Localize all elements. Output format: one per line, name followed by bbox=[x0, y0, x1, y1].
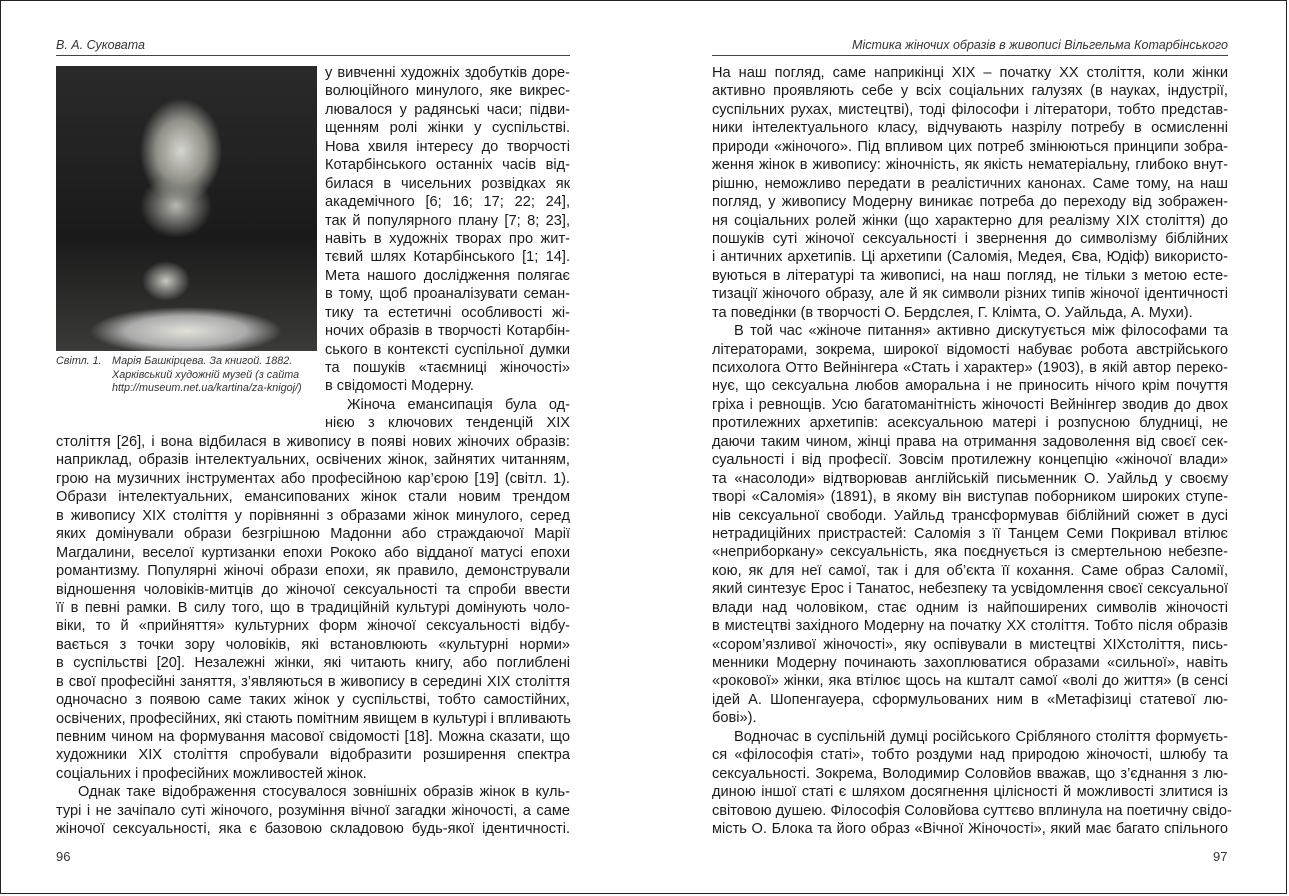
text-line: Котарбінського останніх часів від- bbox=[325, 157, 570, 174]
text-line: та поведінки (в творчості О. Бердслея, Г. Клімта, О. Уайльда, А. Мухи). bbox=[712, 304, 1193, 321]
text-line: творі «Саломія» (1891), в якому він виступав поборником широких ступе- bbox=[712, 489, 1228, 506]
text-line: одночасно з появою саме таких жінок у суспільстві, тобто самостійних, bbox=[56, 692, 570, 709]
paragraph bbox=[325, 396, 570, 433]
text-line: «неприборкану» сексуальність, яка поєднується із смертельною небезпе- bbox=[712, 544, 1228, 561]
paragraph bbox=[712, 322, 1228, 728]
text-line: вуються в літературі та живописі, на наш погляд, не тільки з метою есте- bbox=[712, 267, 1228, 284]
text-line: у вивченні художніх здобутків доре- bbox=[325, 65, 570, 81]
text-line: в суспільстві [20]. Незалежні жінки, які читають книгу, або поглиблені bbox=[56, 655, 570, 672]
text-line: сексуальності. Зокрема, Володимир Соловйов вважав, що з’єднання з лю- bbox=[712, 765, 1228, 782]
caption-line: http://museum.net.ua/kartina/za-knigoj/) bbox=[112, 382, 302, 394]
running-header-author: В. А. Суковата bbox=[56, 38, 145, 52]
text-line: протилежних архетипів: асексуальною матері і розпусною блудниці, не bbox=[712, 415, 1228, 432]
text-line: освічених, професійних, які стають помітним явищем в культурі і впливають bbox=[56, 710, 571, 727]
text-line: кою, як для неї самої, так і для об’єкта її кохання. Саме образ Саломії, bbox=[712, 562, 1228, 579]
text-line: жіночої сексуальності, яка є базовою складовою будь-якої ідентичності. bbox=[56, 821, 570, 838]
text-line: яких домінували образи безгрішною Мадонни або страждаючої Марії bbox=[56, 526, 570, 543]
text-line: тєвий шлях Котарбінського [1; 14]. bbox=[325, 249, 570, 266]
text-line: і античних архетипів. Ці архетипи (Саломія, Медея, Єва, Юдіф) використо- bbox=[712, 249, 1228, 266]
page-number: 97 bbox=[1213, 849, 1228, 864]
text-line: нів сексуальної свободи. Уайльд трансформував біблійний сюжет в дусі bbox=[712, 507, 1228, 524]
page-number: 96 bbox=[56, 849, 71, 864]
text-line: «рокової» жінки, яка втілює щось на кшталт самої «волі до життя» (в сенсі bbox=[712, 673, 1228, 690]
text-line: Водночас в суспільній думці російського Срібляного століття формуєть- bbox=[734, 728, 1228, 745]
text-line: ження жінок в живопису: жіночність, як якість нематеріальну, глибоко внут- bbox=[712, 157, 1228, 174]
text-line: віки, то й «прийняття» культурних форм жіночої сексуальності відбу- bbox=[56, 618, 570, 635]
text-line: волюційного минулого, яке викрес- bbox=[325, 83, 570, 100]
text-line: її в певні рамки. В силу того, що в традиційній культурі домінують чоло- bbox=[56, 599, 570, 616]
text-line: тику та естетичні особливості жі- bbox=[325, 304, 570, 321]
text-line: соціальних і професійних можливостей жінок. bbox=[56, 765, 367, 782]
text-line: суальності і від професії. Зовсім протилежну концепцію «жіночої влади» bbox=[712, 452, 1228, 469]
running-header-title: Містика жіночих образів в живописі Вільгельма Котарбінського bbox=[852, 38, 1228, 52]
text-line: Нова хвиля інтересу до творчості bbox=[325, 138, 570, 155]
text-line: романтизму. Популярні жіночі образи епохи, як правило, демонстрували bbox=[56, 563, 570, 580]
text-line: диною іншої статі є шляхом досягнення цілісності й можливості злитися із bbox=[712, 784, 1228, 801]
paragraph bbox=[712, 64, 1228, 322]
text-line: лювалося у радянські часи; підви- bbox=[325, 101, 570, 118]
text-line: в мистецтві західного Модерну на початку XX століття. Тобто після образів bbox=[712, 618, 1228, 635]
text-line: даючи таким чином, жінці права на отримання задоволення від своєї сек- bbox=[712, 433, 1228, 450]
text-line: влади над чоловіком, стає одним із найпоширених символів жіночості bbox=[712, 599, 1228, 616]
text-line: Образи інтелектуальних, емансипованих жінок стали новим трендом bbox=[56, 489, 570, 506]
text-line: психолога Отто Вейнінгера «Стать і характер» (1903), в якій автор переко- bbox=[712, 360, 1228, 376]
figure-label: Світл. 1. bbox=[56, 355, 102, 367]
text-line: щенням ролі жінки у суспільстві. bbox=[325, 120, 570, 137]
figure-painting-image bbox=[56, 66, 317, 351]
text-line: «сором’язливої жіночості», яку оспівували в мистецтві XIXстоліття, пись- bbox=[712, 636, 1228, 653]
text-line: нією з ключових тенденцій XIX bbox=[325, 415, 570, 432]
header-rule bbox=[56, 55, 570, 56]
text-line: грою на музичних інструментах або професійною кар’єрою [19] (світл. 1). bbox=[56, 470, 570, 487]
caption-text bbox=[112, 355, 302, 396]
text-line: літераторами, зокрема, широкої відомості набуває робота австрійського bbox=[712, 341, 1228, 358]
text-line: в свої професійні заняття, з’являються в живопису в середині XIX століття bbox=[56, 673, 570, 690]
paragraph bbox=[56, 433, 570, 783]
text-line: пошуків суті жіночої сексуальності і звернення до символізму біблійних bbox=[712, 230, 1228, 247]
text-line: тизації жіночого образу, але й як символи різних типів жіночої ідентичності bbox=[712, 286, 1228, 303]
text-line: В той час «жіноче питання» активно дискутується між філософами та bbox=[734, 323, 1228, 340]
text-line: ідей А. Шопенгауера, сформульованих ним в «Метафізиці статевої лю- bbox=[712, 691, 1228, 708]
text-line: ночих образів в творчості Котарбін- bbox=[325, 323, 570, 340]
text-line: ського в контексті суспільної думки bbox=[325, 341, 570, 358]
caption-line: Харківський художній музей (з сайта bbox=[112, 368, 300, 381]
text-line: мість О. Блока та його образ «Вічної Жіночості», який має багато спільного bbox=[712, 820, 1228, 837]
text-line: століття [26], і вона відбилася в живопису в появі нових жіночих образів: bbox=[56, 434, 570, 450]
text-line: нетрадиційних пристрастей: Саломія з її Танцем Семи Покривал втілює bbox=[712, 525, 1228, 542]
text-column-full bbox=[56, 433, 570, 839]
header-rule bbox=[712, 55, 1228, 56]
text-line: погляд, у живопису Модерну виникає потреба до переходу від зображен- bbox=[712, 194, 1228, 211]
text-column-narrow bbox=[325, 64, 570, 433]
text-line: На наш погляд, саме наприкінці XIX – початку XX століття, коли жінки bbox=[712, 65, 1228, 81]
text-line: ники інтелектуального класу, відчувають назрілу потребу в осмисленні bbox=[712, 120, 1228, 137]
paragraph bbox=[325, 64, 570, 396]
text-line: бові»). bbox=[712, 710, 757, 727]
caption-line: Марія Башкірцева. За книгой. 1882. bbox=[112, 355, 293, 367]
text-line: вається з точки зору чоловіків, які встановлюють «культурні норми» bbox=[56, 636, 570, 653]
text-line: академічного [6; 16; 17; 22; 24], bbox=[325, 194, 570, 211]
text-line: так й популярного плану [7; 8; 23], bbox=[325, 212, 570, 229]
paragraph bbox=[712, 728, 1232, 839]
text-line: та пошуків «таємниці жіночості» bbox=[325, 360, 570, 376]
text-line: турі і не зачіпало суті жіночого, розуміння вічної загадки жіночості, а саме bbox=[56, 802, 570, 819]
text-line: відношення чоловіків-митців до жіночої сексуальності та спроби ввести bbox=[56, 581, 570, 598]
text-line: навіть в художніх творах про жит- bbox=[325, 230, 570, 247]
text-column bbox=[712, 64, 1232, 838]
text-line: художники XIX століття спробували відобразити розширення спектра bbox=[56, 747, 570, 764]
text-line: нує, що сексуальна любов аморальна і не приносить нічого крім почуття bbox=[712, 378, 1228, 395]
text-line: який синтезує Ерос і Танатос, небезпеку та усвідомлення своєї сексуальної bbox=[712, 581, 1228, 598]
text-line: рішню, неможливо передати в реалістичних канонах. Саме тому, на наш bbox=[712, 175, 1228, 192]
text-line: Магдалини, веселої куртизанки епохи Рококо або відданої матусі епохи bbox=[56, 544, 570, 561]
text-line: активно проявляють себе у всіх соціальних галузях (в науках, індустрії, bbox=[712, 83, 1228, 100]
paragraph bbox=[56, 783, 570, 838]
text-line: гріха і ревнощів. Усю багатоманітність жіночості Вейнінгер зводив до двох bbox=[712, 396, 1228, 413]
text-line: Однак таке відображення стосувалося зовнішніх образів жінок в куль- bbox=[78, 784, 570, 801]
text-line: ся «філософія статі», тобто роздуми над природою жіночості, шлюбу та bbox=[712, 747, 1228, 764]
text-line: світовою душею. Філософія Соловйова суттєво вплинула на поетичну свідо- bbox=[712, 802, 1232, 819]
text-line: природи «жіночого». Під впливом цих потреб змінюються принципи зобра- bbox=[712, 138, 1228, 155]
text-line: Мета нашого дослідження полягає bbox=[325, 267, 570, 284]
text-line: в тому, щоб проаналізувати семан- bbox=[325, 286, 570, 303]
text-line: в живопису XIX століття у порівнянні з образами жінок минулого, серед bbox=[56, 507, 570, 524]
text-line: билася в чисельних розвідках як bbox=[325, 175, 570, 192]
text-line: наприклад, образів інтелектуальних, освічених жінок, зайнятих читанням, bbox=[56, 452, 570, 469]
text-line: менники Модерну починають захоплюватися образами «сильної», навіть bbox=[712, 655, 1228, 671]
text-line: певним чином на формування масової свідомості [18]. Можна сказати, що bbox=[56, 729, 570, 745]
text-line: Жіноча емансипація була од- bbox=[347, 396, 570, 413]
text-line: суспільних рухах, мистецтві), тоді філософи і літератори, тобто представ- bbox=[712, 101, 1228, 118]
text-line: ня соціальних ролей жінки (що характерно для реалізму XIX століття) до bbox=[712, 212, 1228, 229]
text-line: та «насолоди» відтворював англійській письменник О. Уайльд у своєму bbox=[712, 470, 1228, 487]
text-line: в свідомості Модерну. bbox=[325, 378, 474, 395]
